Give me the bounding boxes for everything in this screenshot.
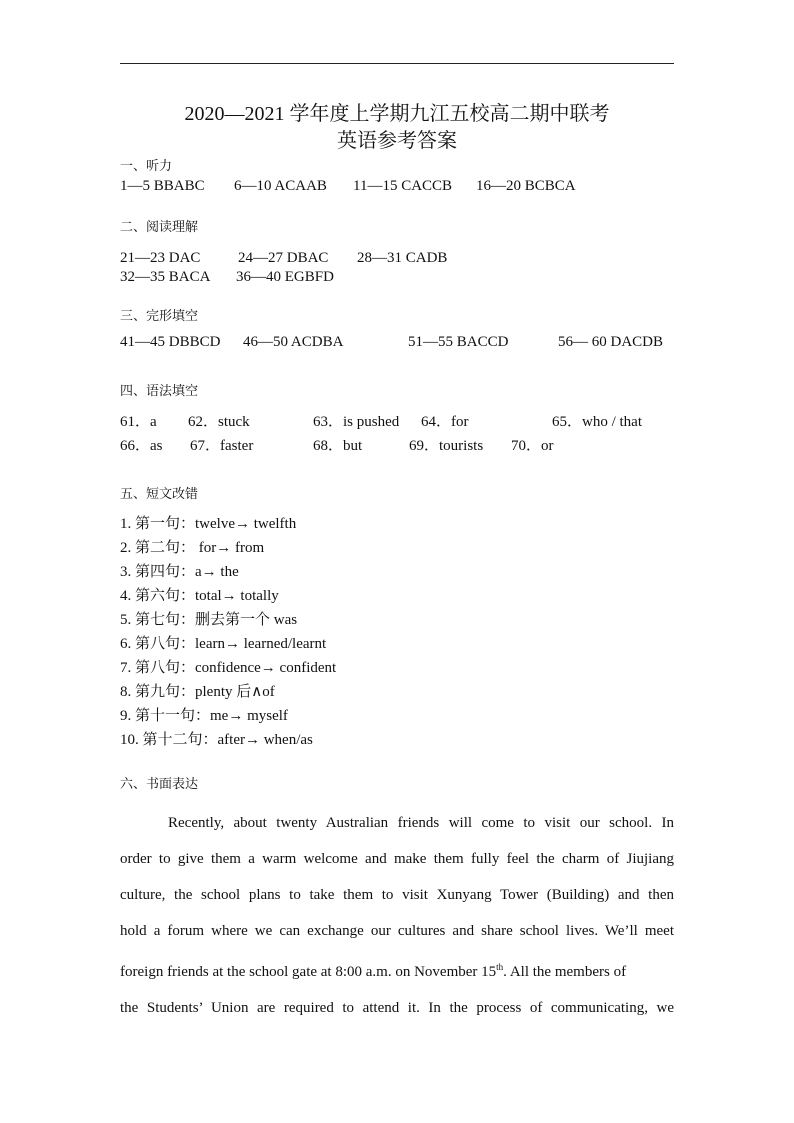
answer-group: 6—10 ACAAB — [234, 178, 327, 194]
answer-item: 65．who / that — [552, 414, 642, 430]
paragraph-text: . All the members of — [503, 964, 627, 980]
list-item: 4. 第六句：total→ totally — [120, 588, 279, 604]
ordinal-suffix: th — [496, 962, 504, 972]
answer-group: 46—50 ACDBA — [243, 334, 344, 350]
answer-group: 32—35 BACA — [120, 269, 211, 285]
paragraph-line — [120, 949, 674, 990]
paragraph-text: foreign friends at the school gate at 8:00 a.m. on November 15 — [120, 964, 497, 980]
paragraph-line: order to give them a warm welcome and make them fully feel the charm of Jiujiang — [120, 851, 674, 867]
list-item: 10. 第十二句：after→ when/as — [120, 732, 313, 748]
list-item: 1. 第一句：twelve→ twelfth — [120, 516, 297, 532]
answer-group: 11—15 CACCB — [353, 178, 453, 194]
answer-item: 69．tourists — [409, 438, 484, 454]
answer-group: 56— 60 DACDB — [558, 334, 664, 350]
paragraph-line: culture, the school plans to take them to visit Xunyang Tower (Building) and then — [120, 887, 674, 903]
writing-sample-paragraph — [120, 805, 674, 1026]
answer-item: 62．stuck — [188, 414, 250, 430]
list-item: 2. 第二句： for→ from — [120, 540, 265, 556]
list-item: 8. 第九句：plenty 后∧of — [120, 684, 275, 700]
answer-group: 16—20 BCBCA — [476, 178, 576, 194]
paragraph-line: the Students’ Union are required to attend it. In the process of communicating, we — [120, 1000, 674, 1016]
list-item: 7. 第八句：confidence→ confident — [120, 660, 337, 676]
answer-item: 66．as — [120, 438, 163, 454]
section-heading-correction: 五、短文改错 — [120, 487, 199, 502]
list-item: 5. 第七句：删去第一个 was — [120, 612, 298, 628]
answer-item: 61．a — [120, 414, 157, 430]
section-heading-reading: 二、阅读理解 — [120, 220, 199, 235]
answer-group: 28—31 CADB — [357, 250, 448, 266]
answer-group: 36—40 EGBFD — [236, 269, 334, 285]
answer-item: 63．is pushed — [313, 414, 400, 430]
answer-item: 68．but — [313, 438, 363, 454]
answer-item: 64．for — [421, 414, 469, 430]
paragraph-line: hold a forum where we can exchange our cultures and share school lives. We’ll meet — [120, 923, 674, 939]
section-heading-listening: 一、听力 — [120, 159, 173, 174]
paragraph-line: Recently, about twenty Australian friends will come to visit our school. In — [168, 815, 674, 831]
answer-group: 21—23 DAC — [120, 250, 201, 266]
answer-group: 1—5 BBABC — [120, 178, 205, 194]
answer-group: 24—27 DBAC — [238, 250, 329, 266]
answer-group: 41—45 DBBCD — [120, 334, 221, 350]
top-rule — [120, 63, 674, 64]
section-heading-writing: 六、书面表达 — [120, 777, 199, 792]
section-heading-grammar: 四、语法填空 — [120, 384, 199, 399]
answer-item: 67．faster — [190, 438, 254, 454]
list-item: 6. 第八句：learn→ learned/learnt — [120, 636, 327, 652]
section-heading-cloze: 三、完形填空 — [120, 309, 199, 324]
list-item: 3. 第四句：a→ the — [120, 564, 239, 580]
page-subtitle: 英语参考答案 — [337, 130, 457, 152]
page-title: 2020—2021 学年度上学期九江五校高二期中联考 — [184, 103, 610, 125]
answer-item: 70．or — [511, 438, 554, 454]
answer-group: 51—55 BACCD — [408, 334, 509, 350]
list-item: 9. 第十一句：me→ myself — [120, 708, 288, 724]
